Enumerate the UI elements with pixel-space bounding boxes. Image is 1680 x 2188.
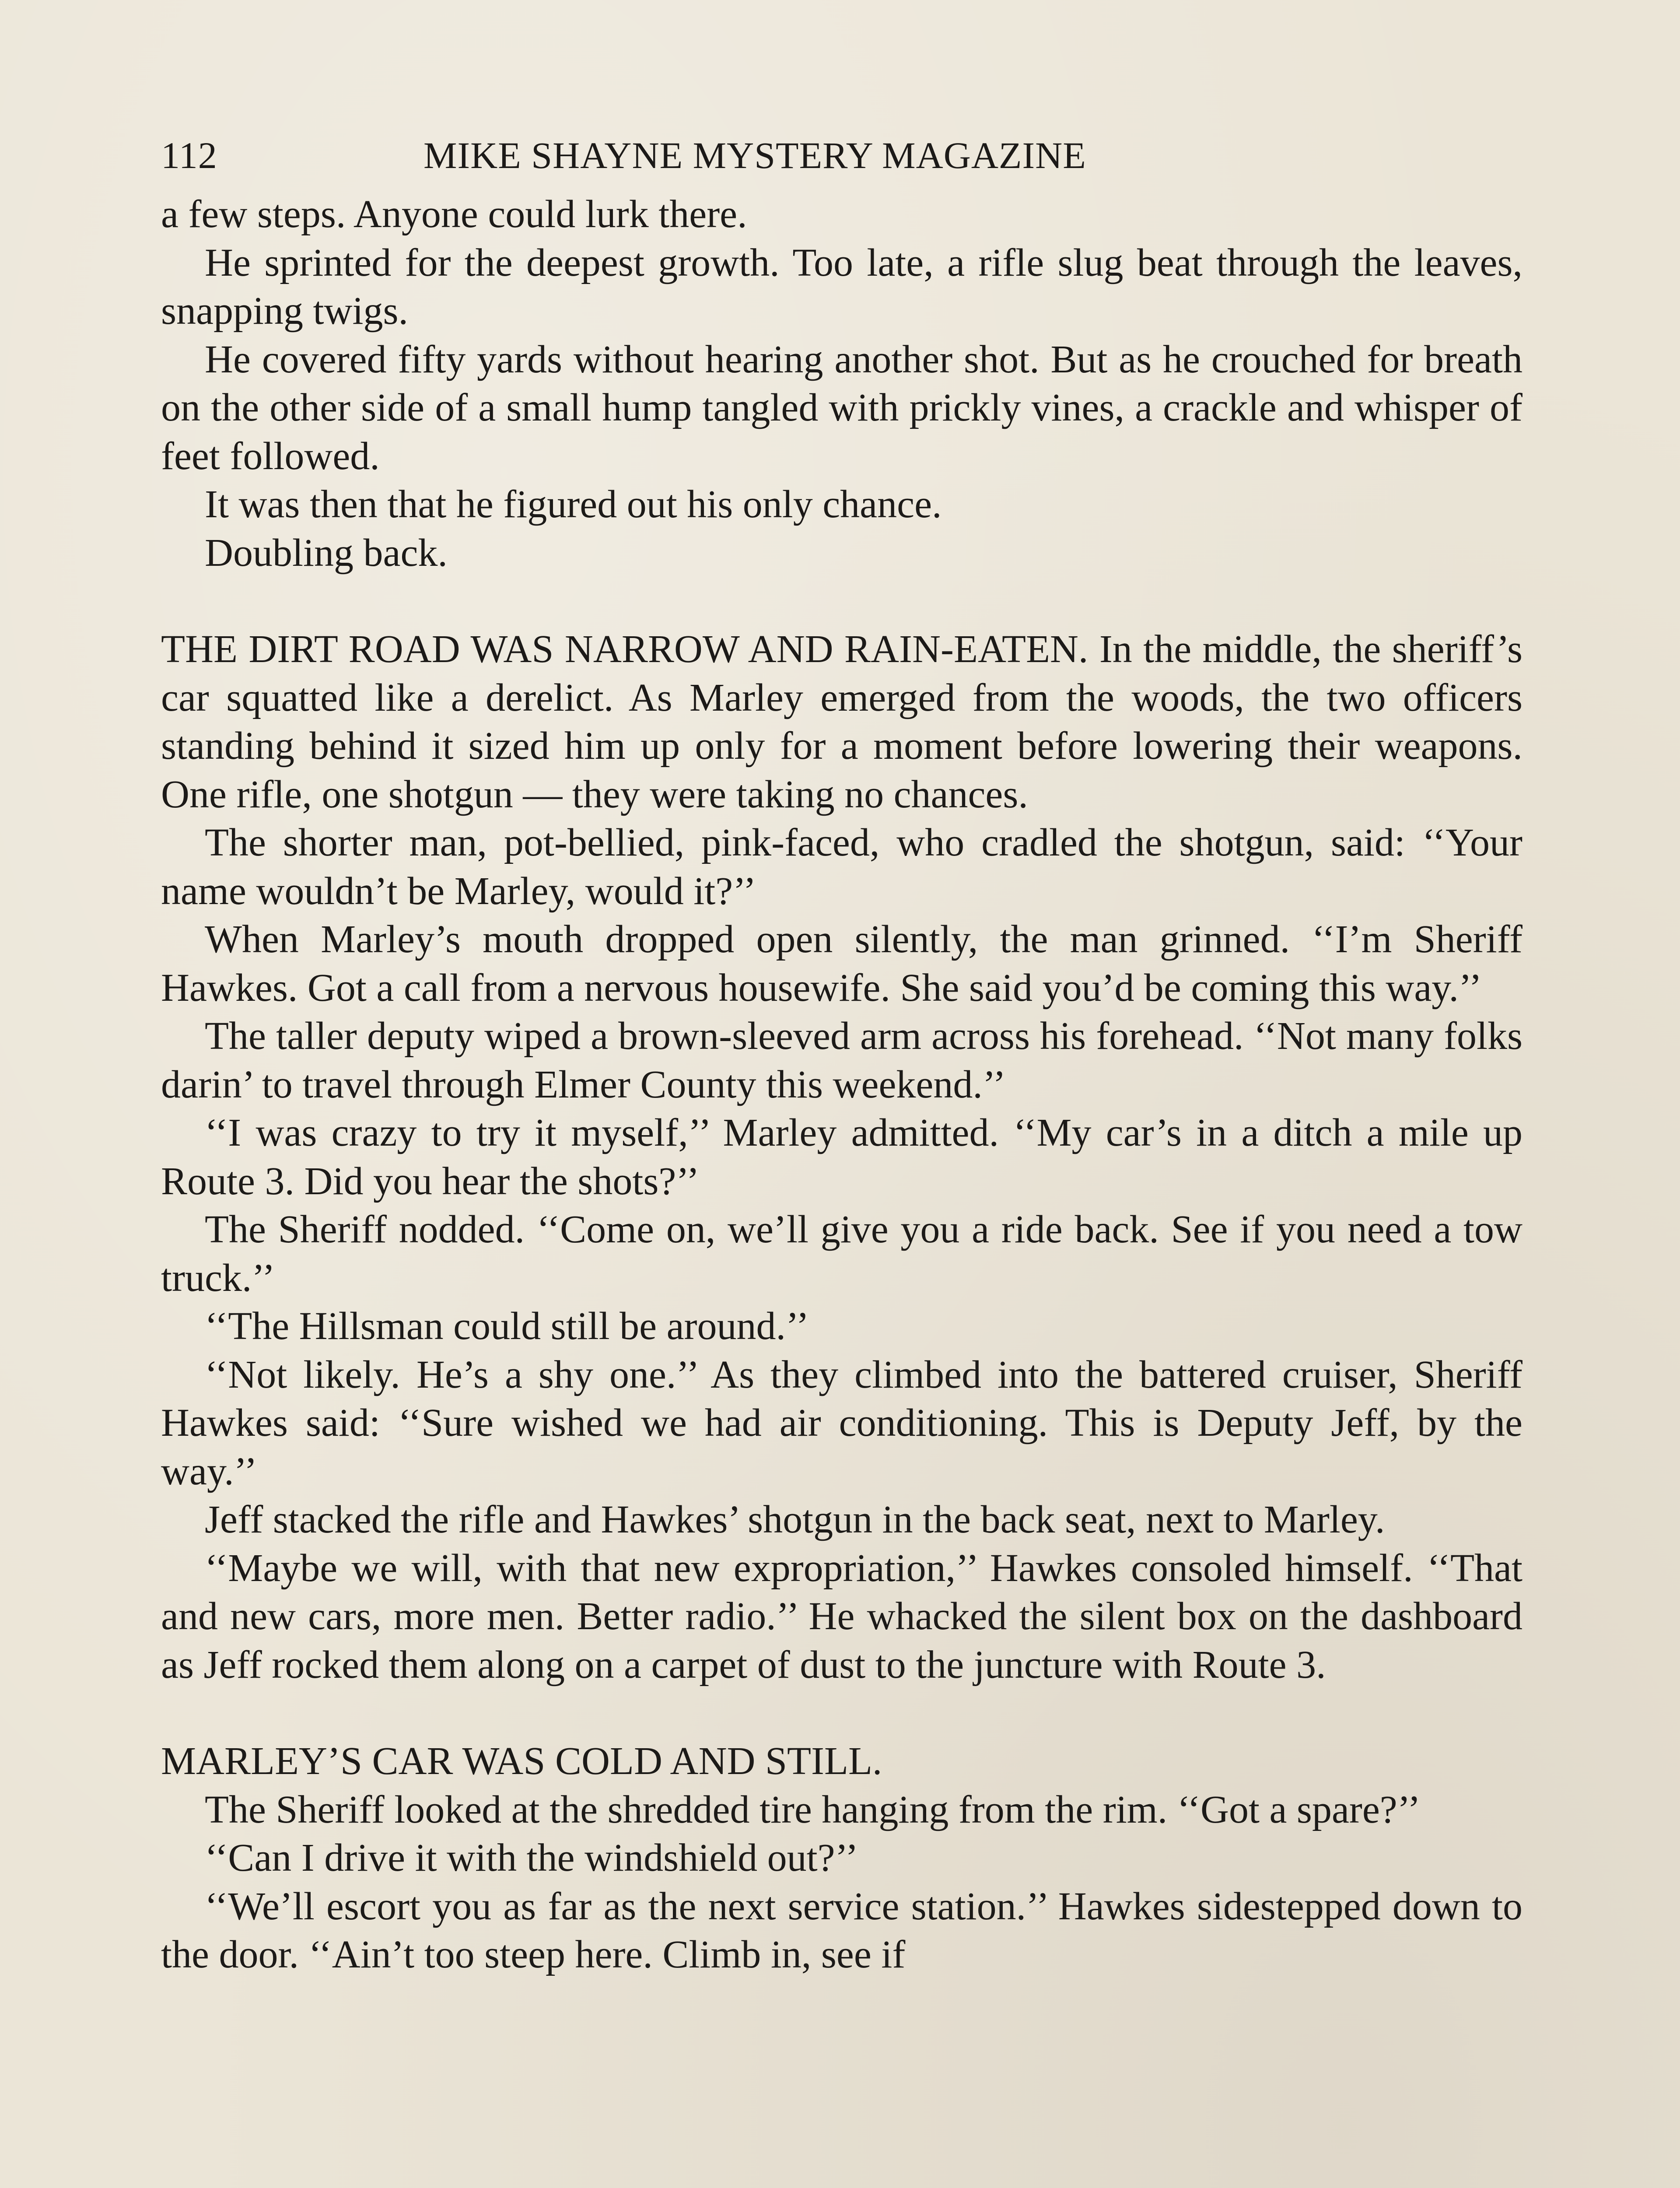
paragraph: The taller deputy wiped a brown-sleeved arm across his forehead. ‘‘Not many folks darin’ to travel through Elmer County this weekend.’’ [161,1014,1522,1106]
section-paragraph [161,1737,1522,1786]
paragraph: The Sheriff looked at the shredded tire hanging from the rim. ‘‘Got a spare?’’ [205,1788,1421,1831]
paragraph: When Marley’s mouth dropped open silently, the man grinned. ‘‘I’m Sheriff Hawkes. Got a call from a nervous housewife. She said you’d be coming this way.’’ [161,918,1522,1010]
paragraph: He covered fifty yards without hearing another shot. But as he crouched for breath on the other side of a small hump tangled with prickly vines, a crackle and whisper of feet followed. [161,337,1522,478]
paragraph: It was then that he figured out his only chance. [205,483,942,526]
paragraph: ‘‘Can I drive it with the windshield out?’’ [205,1836,858,1879]
paragraph: The Sheriff nodded. ‘‘Come on, we’ll give you a ride back. See if you need a tow truck.’’ [161,1208,1522,1300]
page-header [161,127,1526,184]
page-number: 112 [161,134,217,176]
paragraph: The shorter man, pot-bellied, pink-faced, who cradled the shotgun, said: ‘‘Your name wouldn’t be Marley, would it?’’ [161,821,1522,913]
paragraph: Jeff stacked the rifle and Hawkes’ shotgun in the back seat, next to Marley. [205,1498,1385,1541]
paragraph: He sprinted for the deepest growth. Too late, a rifle slug beat through the leaves, snapping twigs. [161,241,1522,333]
paragraph: ‘‘We’ll escort you as far as the next service station.’’ Hawkes sidestepped down to the door. ‘‘Ain’t too steep here. Climb in, see if [161,1884,1522,1976]
section-lead-in: MARLEY’S CAR WAS COLD AND STILL. [161,1739,882,1783]
paragraph: ‘‘Not likely. He’s a shy one.’’ As they climbed into the battered cruiser, Sheriff Hawkes said: ‘‘Sure wished we had air conditioning. This is Deputy Jeff, by the way.’’ [161,1353,1522,1493]
running-title: MIKE SHAYNE MYSTERY MAGAZINE [424,134,1086,176]
section-lead-in: THE DIRT ROAD WAS NARROW AND RAIN-EATEN. [161,628,1088,671]
paragraph: Doubling back. [205,531,448,575]
paragraph: ‘‘Maybe we will, with that new expropriation,’’ Hawkes consoled himself. ‘‘That and new cars, more men. Better radio.’’ He whacked the silent box on the dashboard as Jeff rocked them along on a carpet of dust to the juncture with Route 3. [161,1546,1522,1687]
section-paragraph: THE DIRT ROAD WAS NARROW AND RAIN-EATEN. In the middle, the sheriff’s car squatted like a derelict. As Marley emerged from the woods, the two officers standing behind it sized him up only for a moment before lowering their weapons. One rifle, one shotgun — they were taking no chances. [161,628,1522,816]
paragraph: ‘‘The Hillsman could still be around.’’ [205,1304,809,1348]
paragraph: ‘‘I was crazy to try it myself,’’ Marley admitted. ‘‘My car’s in a ditch a mile up Route 3. Did you hear the shots?’’ [161,1111,1522,1203]
paragraph: a few steps. Anyone could lurk there. [161,193,747,236]
story-text [161,190,1522,1979]
